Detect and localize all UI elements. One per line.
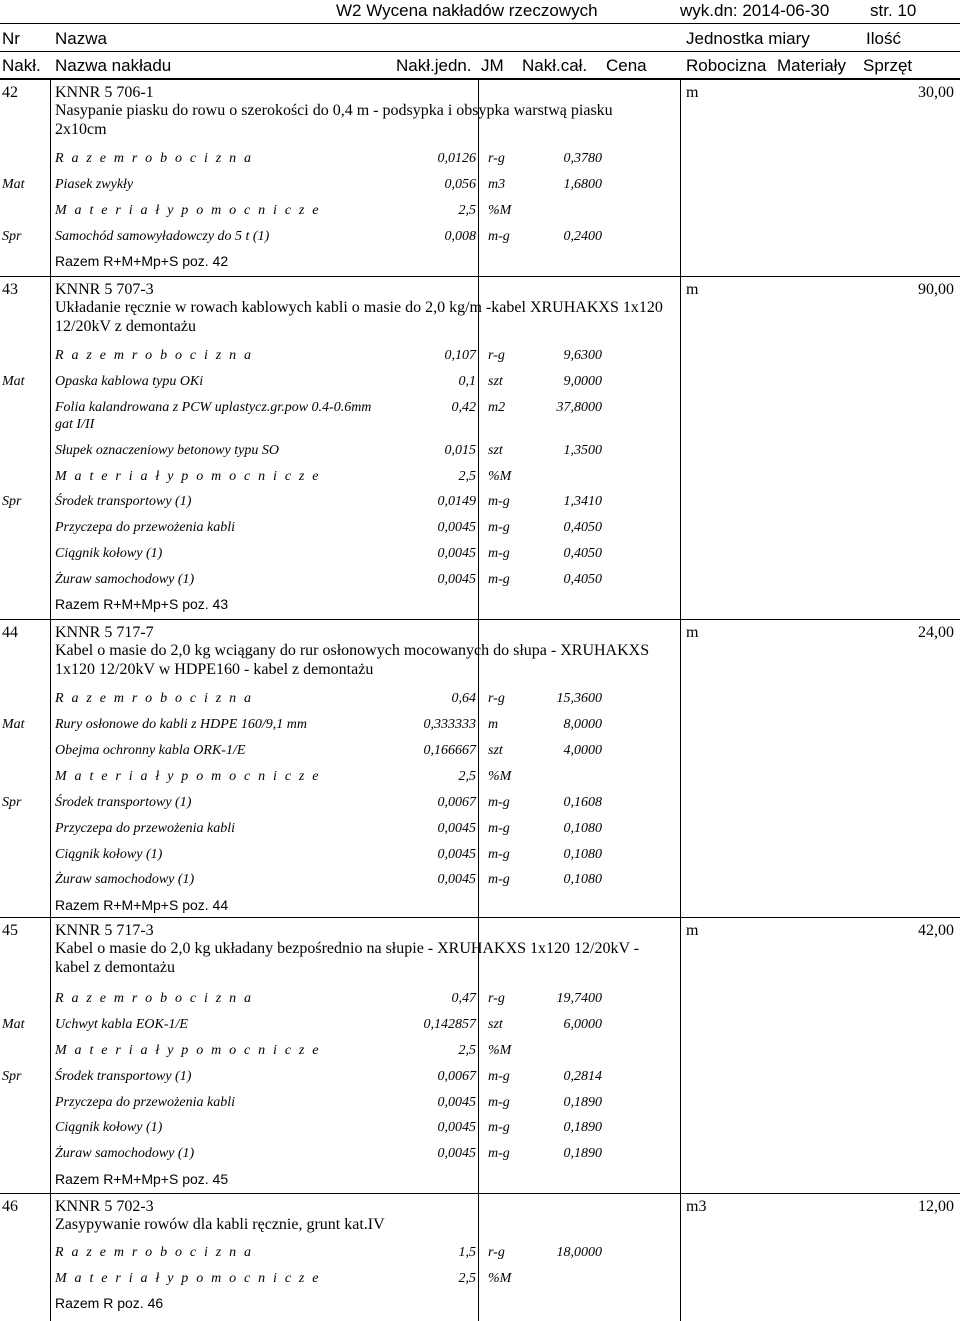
resource-total: 1,6800 bbox=[563, 177, 602, 192]
position-code: KNNR 5 717-3 bbox=[55, 922, 154, 939]
resource-total: 0,1080 bbox=[563, 847, 602, 862]
position-summary: Razem R+M+Mp+S poz. 44 bbox=[55, 897, 229, 913]
position-number: 42 bbox=[2, 84, 18, 101]
col-materialy: Materiały bbox=[777, 56, 846, 75]
column-rule bbox=[478, 619, 479, 917]
resource-total: 19,7400 bbox=[556, 991, 602, 1006]
resource-type: Spr bbox=[2, 229, 22, 244]
resource-total: 9,6300 bbox=[563, 348, 602, 363]
position-number: 46 bbox=[2, 1198, 18, 1215]
resource-type: Spr bbox=[2, 494, 22, 509]
resource-total: 1,3410 bbox=[563, 494, 602, 509]
resource-unit: r-g bbox=[488, 1245, 505, 1260]
resource-unit: m-g bbox=[488, 494, 510, 509]
resource-norm: 0,0126 bbox=[437, 151, 476, 166]
position-description: Kabel o masie do 2,0 kg wciągany do rur osłonowych mocowanych do słupa - XRUHAKXS bbox=[55, 642, 650, 659]
position-unit: m bbox=[686, 281, 699, 298]
position-unit: m bbox=[686, 922, 699, 939]
resource-name: Przyczepa do przewożenia kabli bbox=[55, 1095, 236, 1110]
resource-norm: 0,0045 bbox=[437, 821, 476, 836]
column-rule bbox=[50, 1193, 51, 1321]
column-rule bbox=[50, 917, 51, 1193]
position-number: 45 bbox=[2, 922, 18, 939]
resource-name: M a t e r i a ł y p o m o c n i c z e bbox=[55, 769, 321, 784]
resource-name: M a t e r i a ł y p o m o c n i c z e bbox=[55, 469, 321, 484]
resource-type: Mat bbox=[2, 374, 25, 389]
resource-unit: m2 bbox=[488, 400, 506, 415]
col-nazwa: Nazwa bbox=[55, 29, 107, 48]
resource-name: Przyczepa do przewożenia kabli bbox=[55, 821, 236, 836]
column-rule bbox=[680, 1193, 681, 1321]
resource-norm: 0,142857 bbox=[423, 1017, 476, 1032]
position-unit: m bbox=[686, 84, 699, 101]
resource-total: 0,4050 bbox=[563, 546, 602, 561]
resource-total: 15,3600 bbox=[556, 691, 602, 706]
position-separator bbox=[0, 619, 960, 620]
position-separator bbox=[0, 276, 960, 277]
resource-unit: szt bbox=[488, 743, 503, 758]
resource-norm: 0,166667 bbox=[423, 743, 476, 758]
resource-unit: m-g bbox=[488, 795, 510, 810]
resource-name: Folia kalandrowana z PCW uplastycz.gr.pow 0.4-0.6mm bbox=[55, 400, 372, 415]
resource-unit: m-g bbox=[488, 821, 510, 836]
resource-name: Środek transportowy (1) bbox=[55, 1069, 192, 1084]
resource-unit: %M bbox=[488, 769, 512, 784]
resource-norm: 0,1 bbox=[458, 374, 476, 389]
position-code: KNNR 5 707-3 bbox=[55, 281, 154, 298]
resource-name: R a z e m r o b o c i z n a bbox=[55, 348, 254, 363]
resource-name: M a t e r i a ł y p o m o c n i c z e bbox=[55, 1043, 321, 1058]
page-number: str. 10 bbox=[870, 1, 917, 20]
position-code: KNNR 5 702-3 bbox=[55, 1198, 154, 1215]
resource-total: 0,1890 bbox=[563, 1146, 602, 1161]
resource-norm: 0,0045 bbox=[437, 1120, 476, 1135]
resource-name: Przyczepa do przewożenia kabli bbox=[55, 520, 236, 535]
resource-norm: 0,0067 bbox=[437, 795, 476, 810]
position-summary: Razem R+M+Mp+S poz. 45 bbox=[55, 1171, 229, 1187]
position-description-cont: 1x120 12/20kV w HDPE160 - kabel z demontażu bbox=[55, 661, 374, 678]
resource-total: 0,2814 bbox=[563, 1069, 602, 1084]
resource-name: M a t e r i a ł y p o m o c n i c z e bbox=[55, 1271, 321, 1286]
resource-total: 18,0000 bbox=[556, 1245, 602, 1260]
resource-total: 8,0000 bbox=[563, 717, 602, 732]
column-rule bbox=[50, 79, 51, 276]
resource-name: R a z e m r o b o c i z n a bbox=[55, 691, 254, 706]
position-description-cont: 2x10cm bbox=[55, 121, 107, 138]
resource-total: 0,3780 bbox=[563, 151, 602, 166]
resource-total: 37,8000 bbox=[556, 400, 602, 415]
resource-norm: 0,0045 bbox=[437, 1095, 476, 1110]
resource-type: Mat bbox=[2, 177, 25, 192]
resource-unit: r-g bbox=[488, 348, 505, 363]
position-separator bbox=[0, 917, 960, 918]
resource-name: Opaska kablowa typu OKi bbox=[55, 374, 204, 389]
resource-unit: m bbox=[488, 717, 499, 732]
resource-unit: m-g bbox=[488, 1120, 510, 1135]
column-rule bbox=[50, 276, 51, 619]
resource-norm: 2,5 bbox=[458, 1271, 476, 1286]
resource-norm: 2,5 bbox=[458, 469, 476, 484]
resource-total: 0,4050 bbox=[563, 572, 602, 587]
print-date: wyk.dn: 2014-06-30 bbox=[680, 1, 830, 20]
resource-name: Słupek oznaczeniowy betonowy typu SO bbox=[55, 443, 279, 458]
position-description-cont: 12/20kV z demontażu bbox=[55, 318, 197, 335]
position-code: KNNR 5 706-1 bbox=[55, 84, 154, 101]
position-number: 43 bbox=[2, 281, 18, 298]
col-cena: Cena bbox=[606, 56, 647, 75]
col-unit-label: Jednostka miary bbox=[686, 29, 810, 48]
resource-name: Żuraw samochodowy (1) bbox=[55, 872, 195, 887]
position-quantity: 30,00 bbox=[918, 84, 954, 101]
position-quantity: 24,00 bbox=[918, 624, 954, 641]
resource-unit: %M bbox=[488, 1043, 512, 1058]
position-summary: Razem R+M+Mp+S poz. 43 bbox=[55, 596, 229, 612]
position-unit: m bbox=[686, 624, 699, 641]
resource-norm: 0,47 bbox=[451, 991, 476, 1006]
resource-name: Piasek zwykły bbox=[55, 177, 134, 192]
report-title: W2 Wycena nakładów rzeczowych bbox=[336, 1, 598, 20]
resource-norm: 0,0045 bbox=[437, 572, 476, 587]
resource-norm: 0,008 bbox=[444, 229, 476, 244]
column-rule bbox=[680, 276, 681, 619]
resource-name: R a z e m r o b o c i z n a bbox=[55, 1245, 254, 1260]
col-nakl-cal: Nakł.cał. bbox=[522, 56, 588, 75]
col-nakl-jedn: Nakł.jedn. bbox=[396, 56, 472, 75]
position-separator bbox=[0, 79, 960, 80]
resource-unit: m-g bbox=[488, 847, 510, 862]
resource-total: 0,1890 bbox=[563, 1095, 602, 1110]
resource-name: Rury osłonowe do kabli z HDPE 160/9,1 mm bbox=[55, 717, 307, 732]
position-quantity: 12,00 bbox=[918, 1198, 954, 1215]
resource-unit: m-g bbox=[488, 546, 510, 561]
resource-name: M a t e r i a ł y p o m o c n i c z e bbox=[55, 203, 321, 218]
resource-norm: 0,0045 bbox=[437, 872, 476, 887]
resource-name: R a z e m r o b o c i z n a bbox=[55, 991, 254, 1006]
column-rule bbox=[680, 79, 681, 276]
resource-unit: m-g bbox=[488, 520, 510, 535]
position-description-cont: kabel z demontażu bbox=[55, 959, 175, 976]
resource-unit: m-g bbox=[488, 229, 510, 244]
resource-total: 1,3500 bbox=[563, 443, 602, 458]
column-rule bbox=[680, 619, 681, 917]
resource-norm: 2,5 bbox=[458, 769, 476, 784]
resource-unit: m-g bbox=[488, 1069, 510, 1084]
resource-total: 9,0000 bbox=[563, 374, 602, 389]
resource-name: Żuraw samochodowy (1) bbox=[55, 572, 195, 587]
resource-unit: szt bbox=[488, 1017, 503, 1032]
resource-type: Mat bbox=[2, 1017, 25, 1032]
resource-name: Ciągnik kołowy (1) bbox=[55, 546, 163, 561]
resource-norm: 0,0149 bbox=[437, 494, 476, 509]
col-jm: JM bbox=[481, 56, 504, 75]
resource-total: 0,4050 bbox=[563, 520, 602, 535]
resource-name: Środek transportowy (1) bbox=[55, 795, 192, 810]
resource-name: Ciągnik kołowy (1) bbox=[55, 1120, 163, 1135]
resource-unit: m-g bbox=[488, 1146, 510, 1161]
header-rule-top bbox=[0, 23, 960, 24]
resource-total: 0,1890 bbox=[563, 1120, 602, 1135]
resource-name: Samochód samowyładowczy do 5 t (1) bbox=[55, 229, 270, 244]
column-rule bbox=[478, 917, 479, 1193]
position-description: Zasypywanie rowów dla kabli ręcznie, grunt kat.IV bbox=[55, 1216, 385, 1233]
col-sprzet: Sprzęt bbox=[863, 56, 913, 75]
col-ilosc: Ilość bbox=[866, 29, 901, 48]
resource-norm: 2,5 bbox=[458, 1043, 476, 1058]
position-separator bbox=[0, 1193, 960, 1194]
resource-norm: 0,333333 bbox=[423, 717, 476, 732]
col-nr: Nr bbox=[2, 29, 20, 48]
resource-name: Obejma ochronny kabla ORK-1/E bbox=[55, 743, 246, 758]
col-nakl: Nakł. bbox=[2, 56, 41, 75]
position-quantity: 90,00 bbox=[918, 281, 954, 298]
resource-name: Środek transportowy (1) bbox=[55, 494, 192, 509]
resource-total: 4,0000 bbox=[563, 743, 602, 758]
resource-unit: %M bbox=[488, 469, 512, 484]
resource-norm: 0,0045 bbox=[437, 546, 476, 561]
resource-unit: r-g bbox=[488, 991, 505, 1006]
resource-type: Spr bbox=[2, 1069, 22, 1084]
resource-total: 0,2400 bbox=[563, 229, 602, 244]
resource-norm: 0,0045 bbox=[437, 1146, 476, 1161]
resource-norm: 0,107 bbox=[444, 348, 476, 363]
resource-total: 6,0000 bbox=[563, 1017, 602, 1032]
resource-name: Ciągnik kołowy (1) bbox=[55, 847, 163, 862]
resource-total: 0,1080 bbox=[563, 872, 602, 887]
position-description: Kabel o masie do 2,0 kg układany bezpośrednio na słupie - XRUHAKXS 1x120 12/20kV - bbox=[55, 940, 640, 957]
resource-unit: m-g bbox=[488, 1095, 510, 1110]
resource-unit: m-g bbox=[488, 872, 510, 887]
header-rule-mid bbox=[0, 51, 960, 52]
resource-name: Żuraw samochodowy (1) bbox=[55, 1146, 195, 1161]
resource-unit: r-g bbox=[488, 691, 505, 706]
resource-norm: 0,0045 bbox=[437, 520, 476, 535]
resource-unit: m-g bbox=[488, 572, 510, 587]
column-rule bbox=[478, 79, 479, 276]
resource-unit: r-g bbox=[488, 151, 505, 166]
resource-norm: 0,056 bbox=[444, 177, 476, 192]
resource-name-cont: gat I/II bbox=[55, 417, 95, 432]
resource-type: Spr bbox=[2, 795, 22, 810]
position-summary: Razem R poz. 46 bbox=[55, 1295, 164, 1311]
resource-name: Uchwyt kabla EOK-1/E bbox=[55, 1017, 188, 1032]
resource-name: R a z e m r o b o c i z n a bbox=[55, 151, 254, 166]
resource-norm: 1,5 bbox=[458, 1245, 476, 1260]
resource-unit: szt bbox=[488, 374, 503, 389]
column-rule bbox=[50, 619, 51, 917]
resource-unit: szt bbox=[488, 443, 503, 458]
resource-type: Mat bbox=[2, 717, 25, 732]
resource-unit: m3 bbox=[488, 177, 506, 192]
resource-unit: %M bbox=[488, 203, 512, 218]
resource-norm: 0,64 bbox=[451, 691, 476, 706]
position-description: Układanie ręcznie w rowach kablowych kabli o masie do 2,0 kg/m -kabel XRUHAKXS 1x120 bbox=[55, 299, 663, 316]
resource-unit: %M bbox=[488, 1271, 512, 1286]
col-nazwa-nakladu: Nazwa nakładu bbox=[55, 56, 172, 75]
resource-total: 0,1608 bbox=[563, 795, 602, 810]
position-description: Nasypanie piasku do rowu o szerokości do 0,4 m - podsypka i obsypka warstwą piasku bbox=[55, 102, 613, 119]
resource-norm: 0,015 bbox=[444, 443, 476, 458]
position-summary: Razem R+M+Mp+S poz. 42 bbox=[55, 253, 229, 269]
position-unit: m3 bbox=[686, 1198, 707, 1215]
column-rule bbox=[478, 276, 479, 619]
col-robocizna: Robocizna bbox=[686, 56, 767, 75]
resource-total: 0,1080 bbox=[563, 821, 602, 836]
position-number: 44 bbox=[2, 624, 18, 641]
resource-norm: 0,0067 bbox=[437, 1069, 476, 1084]
column-rule bbox=[478, 1193, 479, 1321]
resource-norm: 2,5 bbox=[458, 203, 476, 218]
column-rule bbox=[680, 917, 681, 1193]
position-quantity: 42,00 bbox=[918, 922, 954, 939]
resource-norm: 0,42 bbox=[451, 400, 476, 415]
position-code: KNNR 5 717-7 bbox=[55, 624, 154, 641]
resource-norm: 0,0045 bbox=[437, 847, 476, 862]
